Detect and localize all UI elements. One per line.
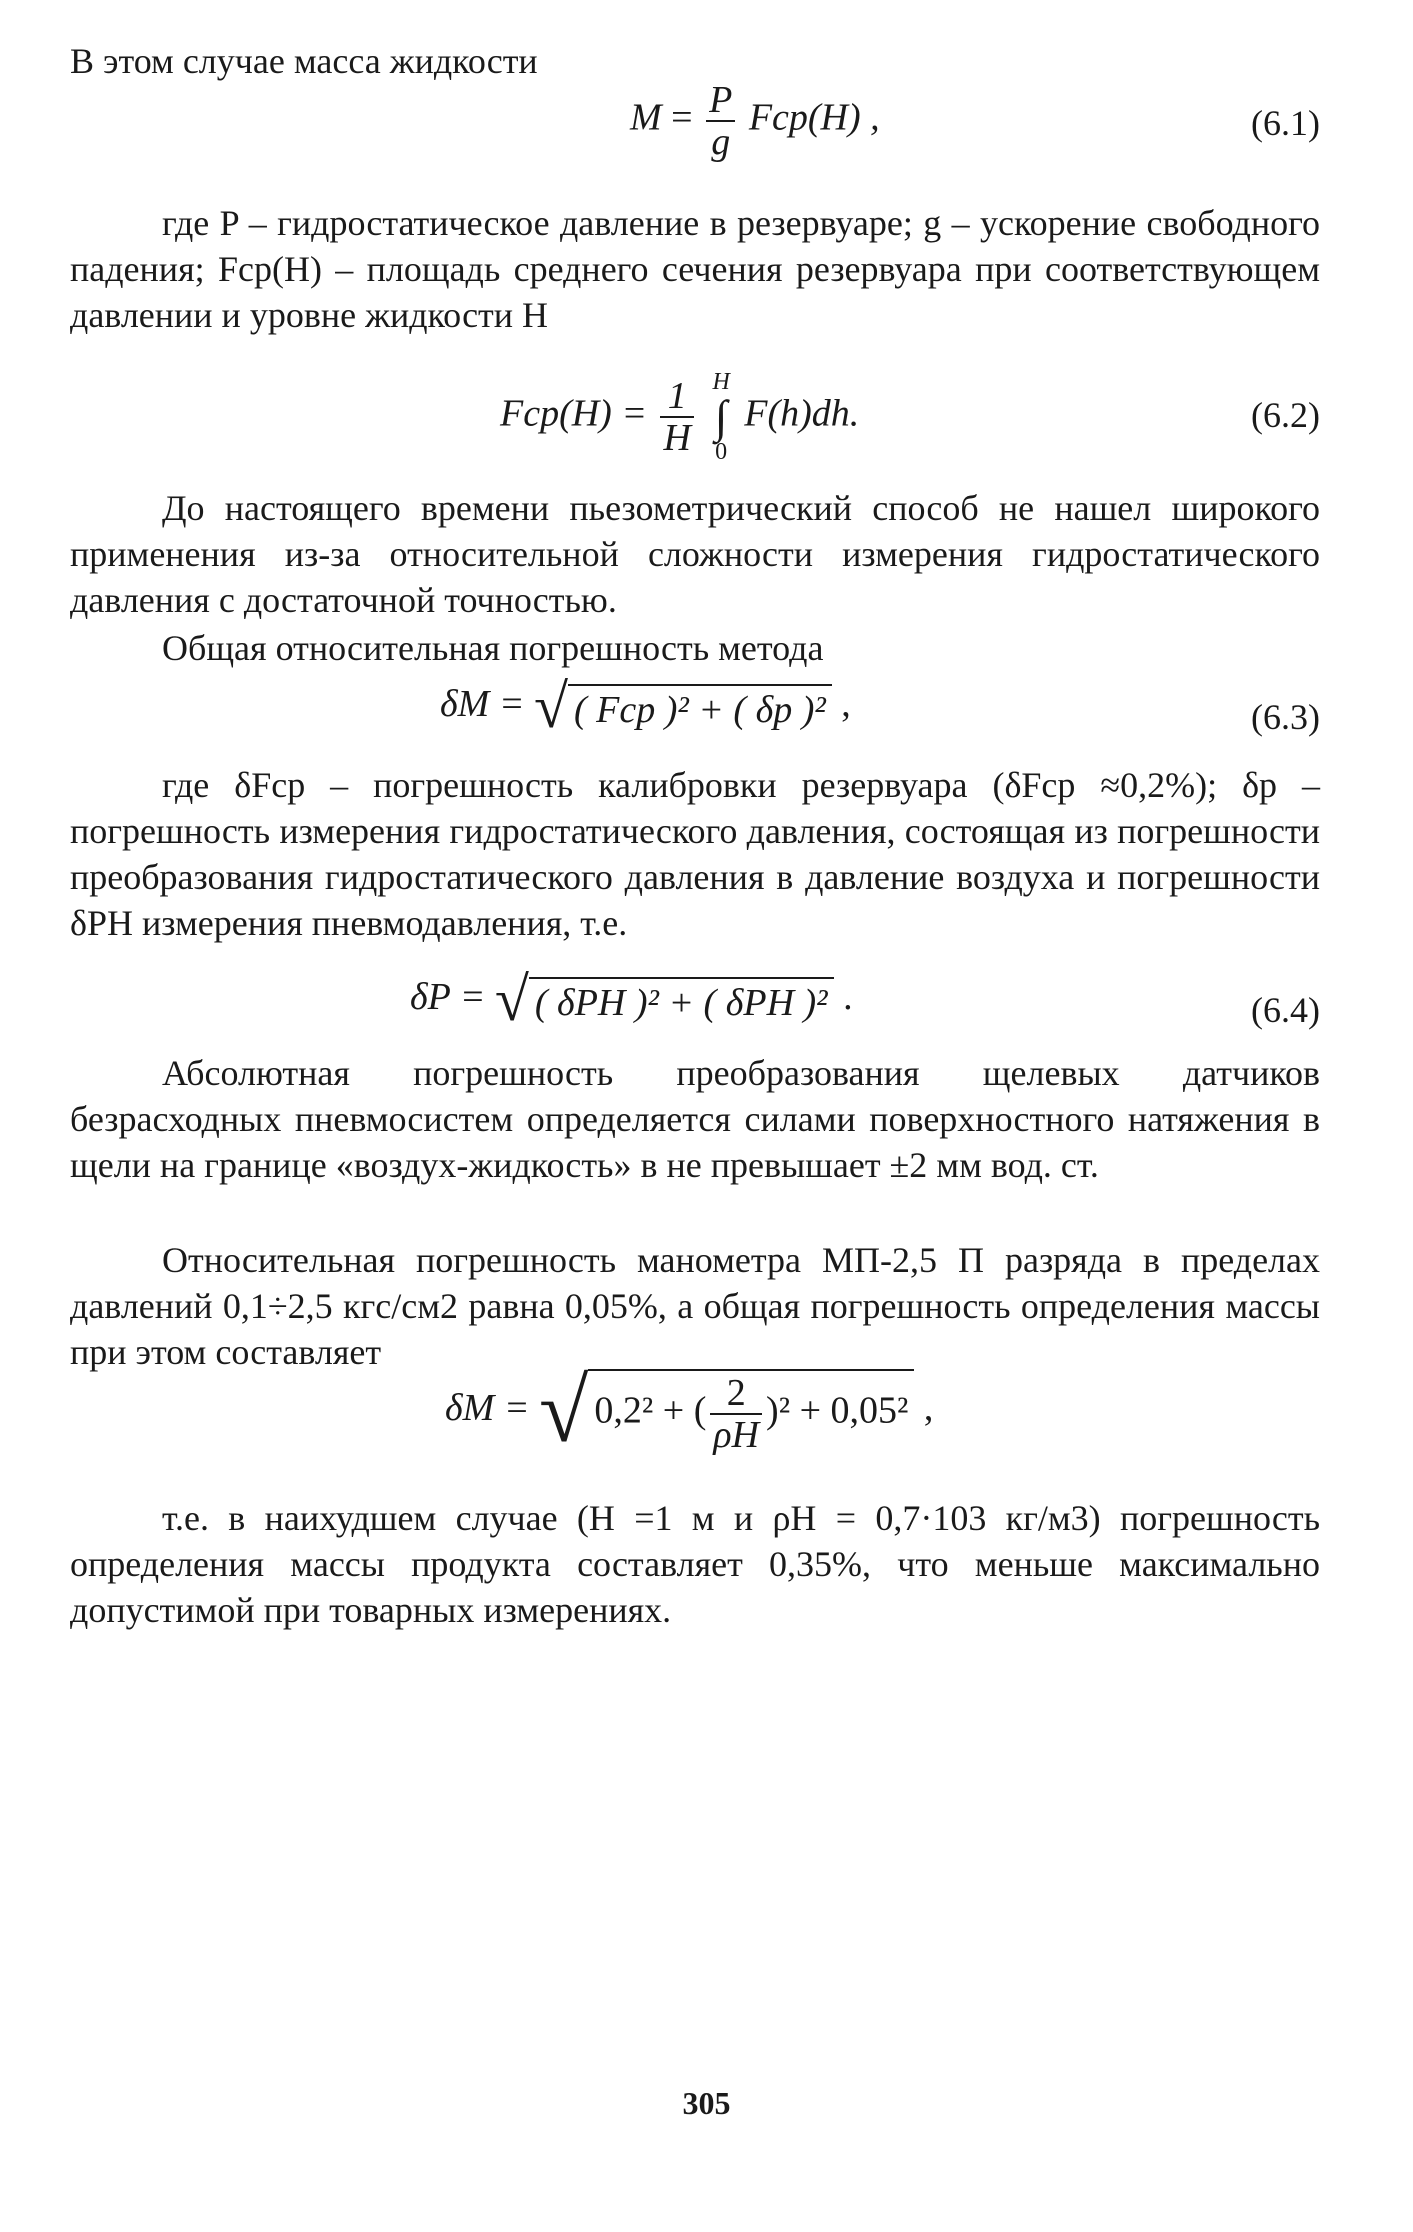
radicand: ( δPH )² + ( δPH )² xyxy=(529,977,834,1025)
formula-rest: F(h)dh. xyxy=(744,392,860,435)
paragraph-conclusion xyxy=(70,1495,1320,1633)
fraction-denominator: H xyxy=(663,417,691,459)
formula-6-3 xyxy=(70,672,1320,752)
paragraph-error-components xyxy=(70,762,1320,946)
paragraph-absolute-error xyxy=(70,1050,1320,1188)
formula-6-2 xyxy=(70,360,1320,470)
formula-6-4 xyxy=(70,965,1320,1045)
paragraph-definitions xyxy=(70,200,1320,338)
formula-number: (6.4) xyxy=(1251,990,1320,1030)
formula-tail: , xyxy=(841,683,851,726)
formula-lhs: δM = xyxy=(440,683,525,726)
page-number: 305 xyxy=(682,2085,731,2121)
formula-total-mass-error xyxy=(70,1360,1320,1470)
integral-upper-limit: H xyxy=(712,369,730,395)
integral-lower-limit: 0 xyxy=(715,439,728,465)
paragraph-text: Относительная погрешность манометра МП-2,5 П разряда в пределах давлений 0,1÷2,5 кгс/см2 равна 0,05%, а общая погрешность определения массы при этом составляет xyxy=(70,1240,1320,1372)
formula-number: (6.3) xyxy=(1251,697,1320,737)
paragraph-text: В этом случае масса жидкости xyxy=(70,41,538,81)
formula-lhs: δP = xyxy=(410,976,486,1019)
fraction-denominator: g xyxy=(711,121,731,163)
fraction-denominator: ρH xyxy=(713,1413,760,1456)
paragraph-manometer xyxy=(70,1237,1320,1375)
formula-rest: Fср(H) , xyxy=(748,96,880,139)
formula-equals: = xyxy=(671,96,693,139)
formula-fraction xyxy=(660,376,693,458)
paragraph-text: До настоящего времени пьезометрический способ не нашел широкого применения из-за относительной сложности измерения гидростатического давления с достаточной точностью. xyxy=(70,488,1320,620)
radicand-part-a: 0,2² + ( xyxy=(594,1389,707,1432)
formula-6-1 xyxy=(70,79,1320,163)
integral-sign xyxy=(709,370,732,464)
formula-fraction xyxy=(710,1373,762,1455)
formula-lhs: δM = xyxy=(445,1387,530,1430)
fraction-numerator: 2 xyxy=(710,1373,762,1415)
square-root xyxy=(539,1360,914,1463)
paragraph-method-history xyxy=(70,485,1320,623)
fraction-numerator: 1 xyxy=(660,376,693,418)
radical-sign: √ xyxy=(538,1362,589,1461)
paragraph-intro xyxy=(70,38,1320,84)
formula-number: (6.2) xyxy=(1251,395,1320,435)
formula-tail: . xyxy=(843,976,853,1019)
radicand-part-b: )² + 0,05² xyxy=(766,1389,909,1432)
radicand xyxy=(588,1369,914,1455)
paragraph-text: где δFср – погрешность калибровки резервуара (δFср ≈0,2%); δp – погрешность измерения гидростатического давления, состоящая из погрешности преобразования гидростатического давления в давление воздуха и погрешности δPН измерения пневмодавления, т.е. xyxy=(70,765,1320,943)
formula-lhs: Fср(H) = xyxy=(500,392,647,435)
paragraph-total-error xyxy=(70,625,1320,671)
paragraph-text: т.е. в наихудшем случае (H =1 м и ρН = 0,7·103 кг/м3) погрешность определения массы продукта составляет 0,35%, что меньше максимально допустимой при товарных измерениях. xyxy=(70,1498,1320,1630)
formula-number: (6.1) xyxy=(1251,103,1320,143)
radicand: ( Fср )² + ( δp )² xyxy=(568,684,832,732)
formula-fraction xyxy=(706,80,735,162)
radical-sign: √ xyxy=(533,673,568,741)
paragraph-text: Общая относительная погрешность метода xyxy=(162,628,824,668)
integral-symbol: ∫ xyxy=(714,391,728,442)
square-root xyxy=(534,672,832,743)
paragraph-text: Абсолютная погрешность преобразования щелевых датчиков безрасходных пневмосистем определяется силами поверхностного натяжения в щели на границе «воздух-жидкость» в не превышает ±2 мм вод. ст. xyxy=(70,1053,1320,1185)
paragraph-text: где P – гидростатическое давление в резервуаре; g – ускорение свободного падения; Fср(H) – площадь среднего сечения резервуара при соответствующем давлении и уровне жидкости H xyxy=(70,203,1320,335)
formula-lhs: M xyxy=(630,96,662,139)
formula-tail: , xyxy=(923,1387,934,1430)
square-root xyxy=(495,965,834,1036)
fraction-numerator: P xyxy=(706,80,735,122)
radical-sign: √ xyxy=(494,966,529,1034)
